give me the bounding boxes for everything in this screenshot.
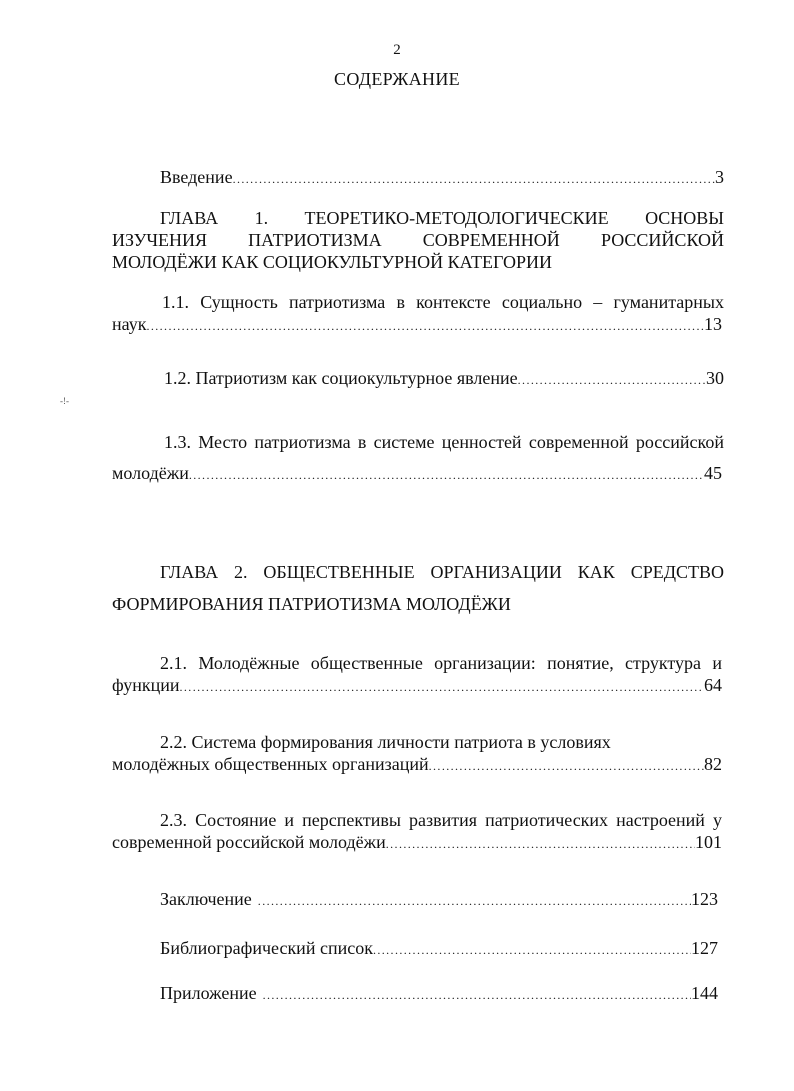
toc-entry-page: 3: [715, 167, 724, 187]
toc-entry-bibliography[interactable]: [160, 937, 718, 961]
toc-entry-page: 82: [704, 754, 722, 774]
toc-leader-dots: [429, 755, 704, 777]
toc-entry-label: 1.2. Патриотизм как социокультурное явление: [164, 368, 518, 388]
toc-entry-appendix[interactable]: [160, 982, 718, 1006]
toc-entry-label: Библиографический список: [160, 938, 373, 958]
scan-mark: -!-: [60, 396, 69, 406]
page-number: 2: [393, 42, 401, 58]
toc-entry-page: 101: [695, 832, 722, 852]
toc-entry-label: функции: [112, 675, 180, 695]
toc-section-1-3-line-1[interactable]: 1.3. Место патриотизма в системе ценностей современной российской: [164, 432, 724, 452]
toc-leader-dots: [189, 464, 704, 486]
toc-leader-dots: [258, 890, 691, 912]
chapter-2-heading-line-1: ГЛАВА 2. ОБЩЕСТВЕННЫЕ ОРГАНИЗАЦИИ КАК СРЕДСТВО: [160, 562, 724, 582]
toc-leader-dots: [518, 369, 706, 391]
toc-entry-label: Заключение: [160, 889, 252, 909]
toc-entry-label: современной российской молодёжи: [112, 832, 386, 852]
toc-section-2-3-line-1[interactable]: 2.3. Состояние и перспективы развития патриотических настроений у: [160, 810, 722, 830]
toc-section-1-3[interactable]: [112, 462, 722, 486]
toc-leader-dots: [263, 984, 691, 1006]
toc-section-1-2[interactable]: [164, 367, 724, 391]
toc-entry-page: 127: [691, 938, 718, 958]
chapter-1-heading-line-2: ИЗУЧЕНИЯ ПАТРИОТИЗМА СОВРЕМЕННОЙ РОССИЙСКОЙ: [112, 230, 724, 250]
toc-section-2-1[interactable]: [112, 674, 722, 698]
toc-entry-page: 64: [704, 675, 722, 695]
toc-entry-label: Приложение: [160, 983, 257, 1003]
toc-entry-introduction[interactable]: [160, 166, 724, 190]
toc-section-2-2[interactable]: [112, 753, 722, 777]
chapter-1-heading-line-3: МОЛОДЁЖИ КАК СОЦИОКУЛЬТУРНОЙ КАТЕГОРИИ: [112, 252, 553, 272]
chapter-2-heading: [112, 561, 724, 615]
toc-section-2-2-line-1[interactable]: 2.2. Система формирования личности патриота в условиях: [160, 732, 611, 752]
toc-section-1-1-line-1[interactable]: 1.1. Сущность патриотизма в контексте социально – гуманитарных: [162, 292, 724, 312]
chapter-2-heading-line-2: ФОРМИРОВАНИЯ ПАТРИОТИЗМА МОЛОДЁЖИ: [112, 594, 511, 614]
toc-entry-label: молодёжных общественных организаций: [112, 754, 429, 774]
toc-entry-label: наук: [112, 314, 147, 334]
toc-entry-page: 144: [691, 983, 718, 1003]
chapter-1-heading: [112, 207, 724, 273]
toc-entry-page: 45: [704, 463, 722, 483]
toc-leader-dots: [373, 939, 691, 961]
toc-entry-page: 123: [691, 889, 718, 909]
toc-section-2-1-line-1[interactable]: 2.1. Молодёжные общественные организации: понятие, структура и: [160, 653, 722, 673]
toc-leader-dots: [180, 676, 705, 698]
toc-leader-dots: [233, 168, 715, 190]
toc-leader-dots: [386, 833, 695, 855]
toc-entry-page: 13: [704, 314, 722, 334]
toc-entry-conclusion[interactable]: [160, 888, 718, 912]
toc-leader-dots: [146, 315, 704, 337]
toc-entry-label: Введение: [160, 167, 233, 187]
toc-section-1-1[interactable]: [112, 313, 722, 337]
page-title: СОДЕРЖАНИЕ: [334, 69, 460, 89]
toc-entry-label: молодёжи: [112, 463, 189, 483]
toc-entry-page: 30: [706, 368, 724, 388]
chapter-1-heading-line-1: ГЛАВА 1. ТЕОРЕТИКО-МЕТОДОЛОГИЧЕСКИЕ ОСНОВЫ: [160, 208, 724, 228]
toc-section-2-3[interactable]: [112, 831, 722, 855]
